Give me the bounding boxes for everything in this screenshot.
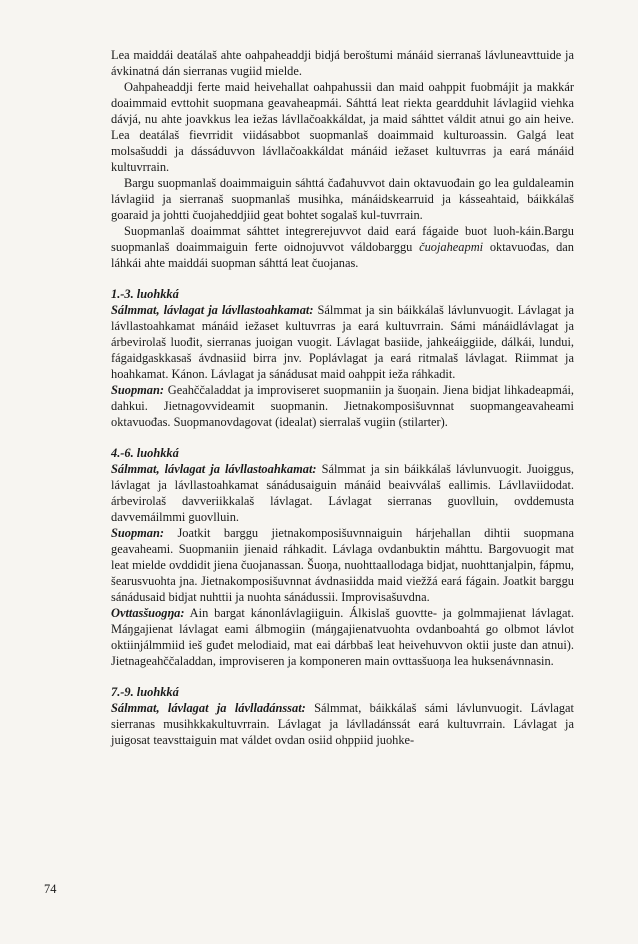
page-number: 74 [44,882,57,896]
block-label: Sálmmat, lávlagat ja lávllastoahkamat: [111,462,317,476]
subject-block [111,382,574,430]
grade-section [111,445,574,669]
paragraph-text: oktavuođas, dan láhkái ahte maiddái suopman sáhttá leat čuojanas. [111,240,574,270]
block-text: Ain bargat kánonlávlagiiguin. Álkislaš guovtte- ja golmmajienat lávlagat. Máŋgajienat lávlagat eami álbmogiin (máŋgajienatvuohta ovdanboahtá go olbmot lávlot oktiinjálmmiid ieš guđet melodiaid, mat eai dárbbaš leat heivehuvvon oktii juste dan atnui). Jietnageahččaladdan, improviseren ja komponeren main ovttasšuoŋa lea huksenávnnasin. [111,606,574,668]
section-heading: 4.-6. luohkká [111,446,179,460]
paragraph-text: Suopmanlaš doaimmat sáhttet integrerejuvvot daid eará fágaide buot luoh-káin.Bargu suopmanlaš doaimmaiguin ferte oidnojuvvot váldobarggu [111,224,574,254]
subject-block [111,461,574,525]
section-heading: 1.-3. luohkká [111,287,179,301]
block-label: Ovttasšuogŋa: [111,606,185,620]
block-text: Sálmmat ja sin báikkálaš lávlunvuogit. Lávlagat ja lávllastoahkamat mánáid iežaset kultuvrras ja eará kultuvrrain. Sámi mánáidlávlagat ja árbevirolaš luođit, sierranas juoigan vuogit. Lávlagat basiide, jahkeáiggiide, dálkái, lundui, fágaidgaskkasaš ávdnasiid birra jnv. Poplávlagat ja eará ritmalaš lávlagat. Riimmat ja hoahkamat. Kánon. Lávlagat ja sánádusat maid oahppit ieža ráhkadit. [111,303,575,381]
grade-section [111,684,574,748]
subject-block [111,700,574,748]
emphasis-term: čuojaheapmi [419,240,484,254]
block-label: Suopman: [111,526,165,540]
subject-block [111,605,574,669]
intro-paragraph: Bargu suopmanlaš doaimmaiguin sáhttá čađahuvvot dain oktavuođain go lea guldaleamin lávlagiid ja sierranaš suopmanlaš musihka, mánáidskearruid ja kásseahtaid, báikkálaš goaraid ja johtti čuojaheddjiid geat bohtet sogalaš kul-tuvrrain. [111,176,574,222]
block-text: Sálmmat, báikkálaš sámi lávlunvuogit. Lávlagat sierranas musihkkakultuvrrain. Lávlagat ja lávlladánssát eará kultuvrrain. Lávlagat ja juigosat teavsttaiguin mat váldet ovdan osiid ohppiid juohke- [111,701,574,747]
block-label: Sálmmat, lávlagat ja lávlladánssat: [111,701,306,715]
intro-paragraph: Oahpaheaddji ferte maid heivehallat oahpahussii dan maid oahppit fuobmájit ja makkár doaimmaid evttohit suopmana geavaheapmái. Sáhttá leat riekta geardduhit lávlagiid viehka dávjá, nu ahte joavkkus lea iežas lávllačoakkáldat, ja maid sáhttet váldit atnui go ain heive. Lea deatálaš fievrridit viidásabbot suopmanlaš doaimmaid kulturoassin. Galgá leat molsašuddi ja dássáduvvon lávllačoakkáldat mánáid iežaset kultuvrras ja eará mánáid kultuvrrain. [111,80,574,174]
subject-block [111,525,574,605]
subject-block [111,302,574,382]
page-body [111,47,574,748]
intro-paragraph [111,223,574,271]
block-text: Geahččaladdat ja improviseret suopmaniin ja šuoŋain. Jiena bidjat lihkadeapmái, dahkui. Jietnagovvideamit suopmanin. Jietnakomposišuvnnat suopmangeavaheami oktavuođas. Suopmanovdagovat (idealat) sierralaš vugiin (stilarter). [111,383,574,429]
block-text: Sálmmat ja sin báikkálaš lávlunvuogit. Juoiggus, lávlagat ja lávllastoahkamat sánádusaiguin mánáid beaivválaš eallimis. Lávllaviidodat. árbevirolaš davveriikkalaš lávlagat. Lávlagat sierranas guovlluin, ovddemusta davvemáilmmi guovlluin. [111,462,574,524]
block-label: Suopman: [111,383,165,397]
block-text: Joatkit barggu jietnakomposišuvnnaiguin hárjehallan dihtii suopmana geavaheami. Suopmaniin jienaid ráhkadit. Lávlaga ovdanbuktin máhttu. Bargovuogit mat leat mielde ovddidit jiena čuojanassan. Šuoŋa, nuohttaallodaga bidjat, nuohttanjalpin, fápmu, šearusvuohta jna. Jietnakomposišuvnnat ávdnasiidda maid viežžá eará fágain. Joatkit barggu sánádusaid bidjat nuhttii ja nuohta sánádussii. Improvisašuvdna. [111,526,574,604]
block-label: Sálmmat, lávlagat ja lávllastoahkamat: [111,303,314,317]
grade-section [111,286,574,430]
section-heading: 7.-9. luohkká [111,685,179,699]
intro-paragraph: Lea maiddái deatálaš ahte oahpaheaddji bidjá beroštumi mánáid sierranaš lávluneavttuide ja ávkinatná dán sierranas vugiid mielde. [111,48,574,78]
